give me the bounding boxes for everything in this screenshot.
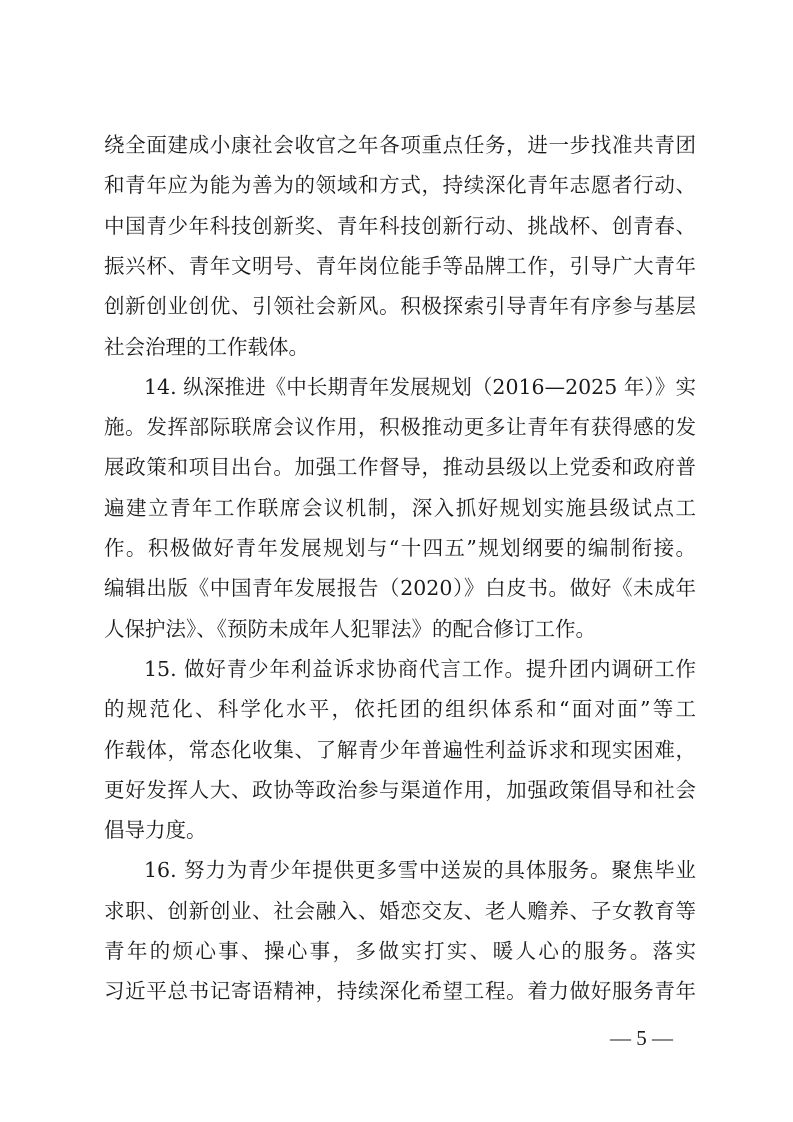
paragraph-first-line: 15. 做好青少年利益诉求协商代言工作。提升团内调研工作 [144, 656, 696, 681]
body-text-line: 和青年应为能为善为的领域和方式，持续深化青年志愿者行动、 [104, 173, 696, 198]
body-text-line: 青年的烦心事、操心事，多做实打实、暖人心的服务。落实 [104, 939, 696, 963]
body-text-line: 遍建立青年工作联席会议机制，深入抓好规划实施县级试点工 [104, 495, 696, 520]
paragraph-first-line: 16. 努力为青少年提供更多雪中送炭的具体服务。聚焦毕业 [144, 858, 696, 883]
body-text-line: 创新创业创优、引领社会新风。积极探索引导青年有序参与基层 [104, 294, 696, 319]
body-text-line: 作载体，常态化收集、了解青少年普遍性利益诉求和现实困难， [104, 737, 696, 762]
body-text-line: 人保护法》、《预防未成年人犯罪法》的配合修订工作。 [104, 616, 596, 641]
body-text-line: 中国青少年科技创新奖、青年科技创新行动、挑战杯、创青春、 [104, 213, 696, 238]
body-text-line: 振兴杯、青年文明号、青年岗位能手等品牌工作，引导广大青年 [104, 253, 696, 278]
body-text-line: 更好发挥人大、政协等政治参与渠道作用，加强政策倡导和社会 [104, 777, 696, 802]
body-text-line: 求职、创新创业、社会融入、婚恋交友、老人赡养、子女教育等 [104, 898, 696, 923]
body-text-line: 的规范化、科学化水平，依托团的组织体系和“面对面”等工 [104, 697, 696, 722]
body-text-line: 社会治理的工作载体。 [104, 334, 309, 359]
page-number: — 5 — [610, 1025, 673, 1050]
body-text-line: 编辑出版《中国青年发展报告（2020）》白皮书。做好《未成年 [104, 576, 696, 601]
body-text-line: 展政策和项目出台。加强工作督导，推动县级以上党委和政府普 [104, 455, 696, 480]
body-text-line: 施。发挥部际联席会议作用，积极推动更多让青年有获得感的发 [104, 415, 696, 440]
body-text-line: 作。积极做好青年发展规划与“十四五”规划纲要的编制衔接。 [104, 536, 696, 560]
paragraph-first-line: 14. 纵深推进《中长期青年发展规划（2016—2025 年）》实 [144, 374, 696, 399]
body-text-line: 习近平总书记寄语精神，持续深化希望工程。着力做好服务青年 [104, 979, 696, 1004]
body-text-line: 绕全面建成小康社会收官之年各项重点任务，进一步找准共青团 [104, 133, 696, 157]
body-text-line: 倡导力度。 [104, 818, 207, 843]
